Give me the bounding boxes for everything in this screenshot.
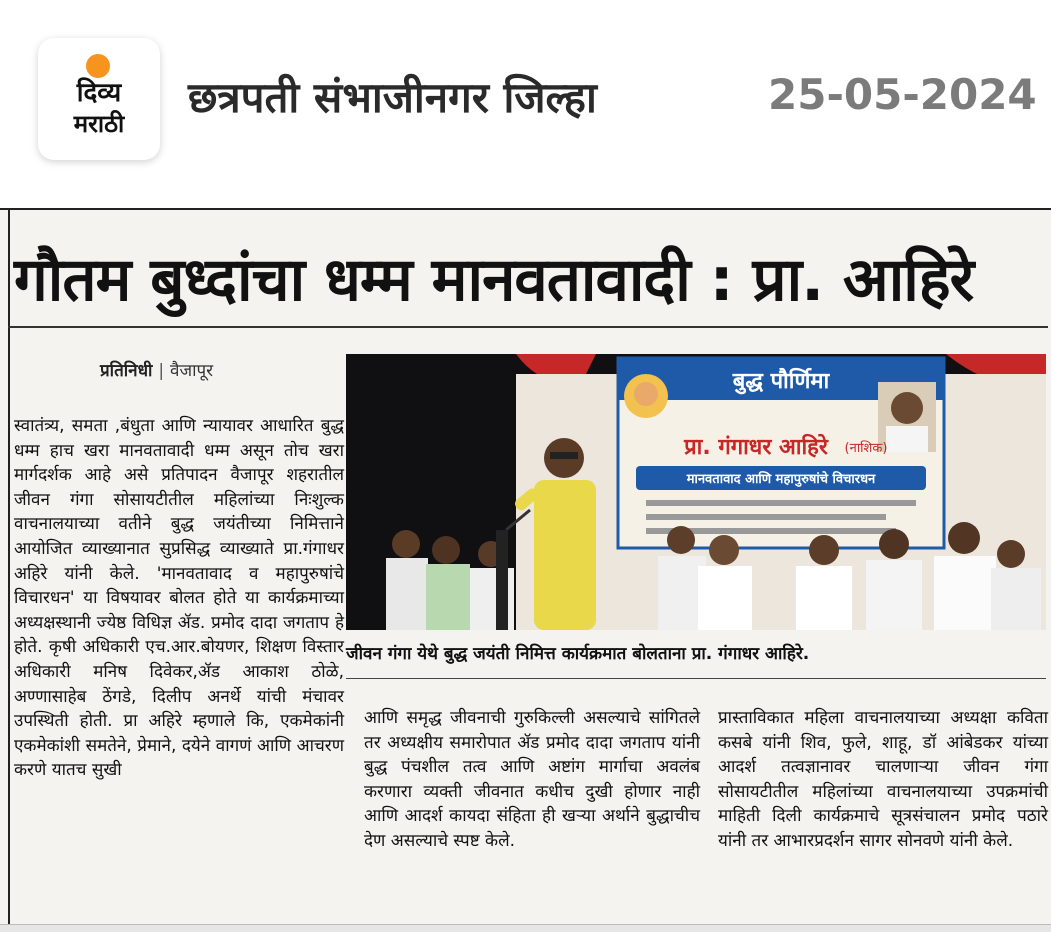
clip-bottom-edge: [0, 924, 1051, 932]
article-byline: [100, 358, 213, 381]
logo-text-line2: मराठी: [73, 110, 125, 138]
edition-date: 25-05-2024: [768, 70, 1037, 119]
banner-title: बुद्ध पौर्णिमा: [732, 369, 830, 394]
clip-left-border: [8, 208, 10, 932]
newspaper-clipping: [0, 208, 1051, 932]
article-column-1: स्वातंत्र्य, समता ,बंधुता आणि न्यायावर आधारित बुद्ध धम्म हाच खरा मानवतावादी धम्म असून तोच खरा मार्गदर्शक आहे असे प्रतिपादन वैजापूर शहरातील जीवन गंगा सोसायटीतील महिलांच्या निःशुल्क वाचनालयाच्या वतीने बुद्ध जयंतीच्या निमित्ताने आयोजित व्याख्यानात सुप्रसिद्ध व्याख्याते प्रा.गंगाधर अहिरे यांनी केले. 'मानवतावाद व महापुरुषांचे विचारधन' या विषयावर बोलत होते या कार्यक्रमाच्या अध्यक्षस्थानी ज्येष्ठ विधिज्ञ ॲड. प्रमोद दादा जगताप हे होते. कृषी अधिकारी एच.आर.बोयणर, शिक्षण विस्तार अधिकारी मनिष दिवेकर,ॲड आकाश ठोळे, अण्णासाहेब ठेंगडे, दिलीप अनर्थे यांची मंचावर उपस्थिती होती. प्रा अहिरे म्हणाले कि, एकमेकांनी एकमेकांशी समतेने, प्रेमाने, दयेने वागणं आणि आचरण करणे यातच सुखी: [14, 416, 344, 781]
byline-separator: |: [158, 361, 165, 381]
article-column-2: आणि समृद्ध जीवनाची गुरुकिल्ली असल्याचे सांगितले तर अध्यक्षीय समारोपात ॲड प्रमोद दादा जगताप यांनी बुद्ध पंचशील तत्व आणि अष्टांग मार्गाचा अवलंब करणारा व्यक्ती जीवनात कधीच दुखी होणार नाही आणि आदर्श कायदा संहिता ही खऱ्या अर्थाने बुद्धाचीच देण असल्याचे स्पष्ट केले.: [364, 708, 700, 851]
byline-place: वैजापूर: [170, 361, 214, 381]
photo-caption: जीवन गंगा येथे बुद्ध जयंती निमित्त कार्यक्रमात बोलताना प्रा. गंगाधर आहिरे.: [346, 644, 810, 664]
event-photo-illustration: [346, 354, 1046, 630]
article-column-3: प्रास्ताविकात महिला वाचनालयाच्या अध्यक्षा कविता कसबे यांनी शिव, फुले, शाहू, डॉ आंबेडकर यांच्या आदर्श तत्वज्ञानावर चालणाऱ्या जीवन गंगा सोसायटीतील महिलांच्या वाचनालयाच्या उपक्रमांची माहिती दिली कार्यक्रमाचे सूत्रसंचालन प्रमोद पठारे यांनी तर आभारप्रदर्शन सागर सोनवणे यांनी केले.: [718, 708, 1048, 851]
article-headline: गौतम बुध्दांचा धम्म मानवतावादी : प्रा. आहिरे: [14, 245, 974, 315]
event-photo: [346, 354, 1046, 630]
sun-dot-icon: [86, 54, 110, 78]
clip-top-border: [0, 208, 1051, 210]
banner-speaker-place: (नाशिक): [844, 441, 888, 456]
app-header: [0, 0, 1051, 190]
edition-title: छत्रपती संभाजीनगर जिल्हा: [188, 73, 597, 122]
divya-marathi-logo[interactable]: [38, 38, 160, 160]
caption-divider: [346, 678, 1046, 679]
byline-label: प्रतिनिधी: [100, 361, 153, 381]
banner-topic: मानवतावाद आणि महापुरुषांचे विचारधन: [686, 472, 876, 487]
headline-divider: [8, 326, 1048, 328]
banner-speaker-name: प्रा. गंगाधर आहिरे: [684, 435, 828, 460]
logo-text-line1: दिव्य: [76, 78, 122, 108]
